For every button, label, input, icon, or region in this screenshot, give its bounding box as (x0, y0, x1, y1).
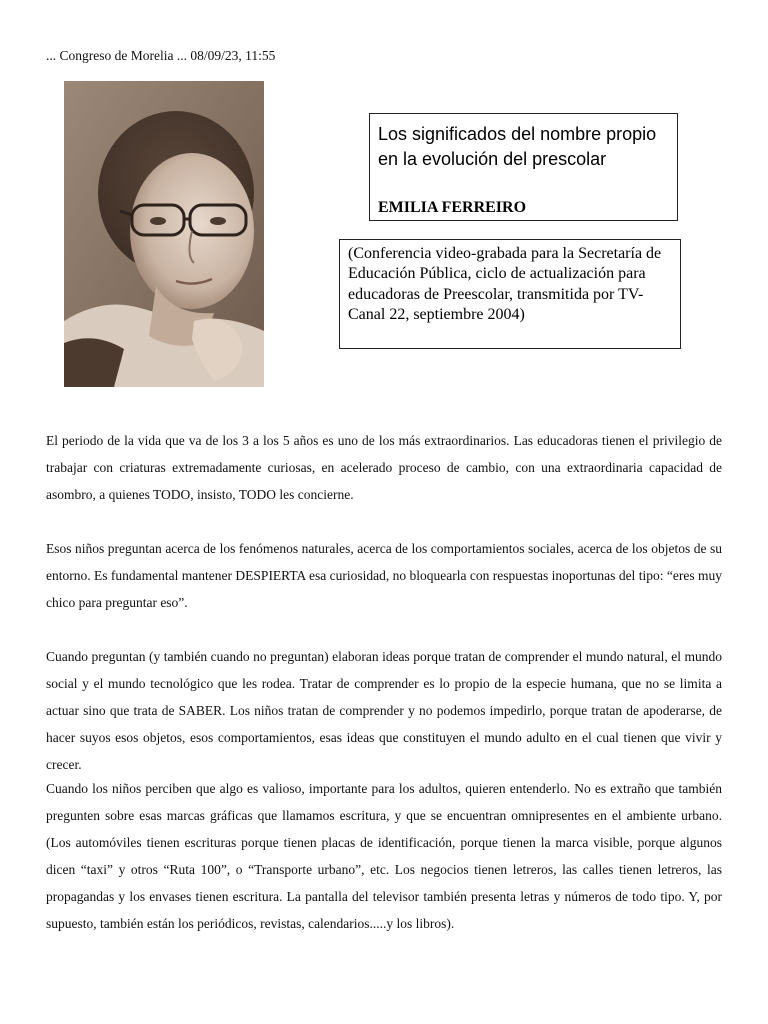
conference-note-box (339, 239, 681, 349)
paragraph-text: Cuando preguntan (y también cuando no preguntan) elaboran ideas porque tratan de comprender el mundo natural, el mundo social y el mundo tecnológico que les rodea. Tratar de comprender es lo propio de la especie humana, que no se limita a actuar sino que trata de SABER. Los niños tratan de comprender y no podemos impedirlo, porque tratan de apoderarse, de hacer suyos esos objetos, esos comportamientos, esas ideas que constituyen el mundo adulto en el cual tienen que vivir y crecer. (46, 649, 722, 772)
author-name: EMILIA FERREIRO (378, 199, 527, 216)
title-box (369, 113, 678, 221)
document-title: Los significados del nombre propio en la evolución del prescolar (378, 124, 657, 169)
paragraph-1 (46, 427, 722, 508)
paragraph-4 (46, 775, 722, 937)
conference-note: (Conferencia video-grabada para la Secretaría de Educación Pública, ciclo de actualización para educadoras de Preescolar, transmitida por TV-Canal 22, septiembre 2004) (348, 245, 662, 323)
portrait-photo (64, 81, 264, 387)
paragraph-text: Esos niños preguntan acerca de los fenómenos naturales, acerca de los comportamientos sociales, acerca de los objetos de su entorno. Es fundamental mantener DESPIERTA esa curiosidad, no bloquearla con respuestas inoportunas del tipo: “eres muy chico para preguntar eso”. (46, 541, 722, 610)
paragraph-text: El periodo de la vida que va de los 3 a los 5 años es uno de los más extraordinarios. Las educadoras tienen el privilegio de trabajar con criaturas extremadamente curiosas, en acelerado proceso de cambio, con una extraordinaria capacidad de asombro, a quienes TODO, insisto, TODO les concierne. (46, 433, 722, 502)
paragraph-text: Cuando los niños perciben que algo es valioso, importante para los adultos, quieren entenderlo. No es extraño que también pregunten sobre esas marcas gráficas que llamamos escritura, y que se encuentran omnipresentes en el ambiente urbano. (Los automóviles tienen escrituras porque tienen placas de identificación, porque tienen la marca visible, porque algunos dicen “taxi” y otros “Ruta 100”, o “Transporte urbano”, etc. Los negocios tienen letreros, las calles tienen letreros, las propagandas y los envases tienen escritura. La pantalla del televisor también presenta letras y números de todo tipo. Y, por supuesto, también están los periódicos, revistas, calendarios.....y los libros). (46, 781, 722, 931)
paragraph-3 (46, 643, 722, 778)
page-header: ... Congreso de Morelia ... 08/09/23, 11:55 (46, 48, 276, 63)
paragraph-2 (46, 535, 722, 616)
